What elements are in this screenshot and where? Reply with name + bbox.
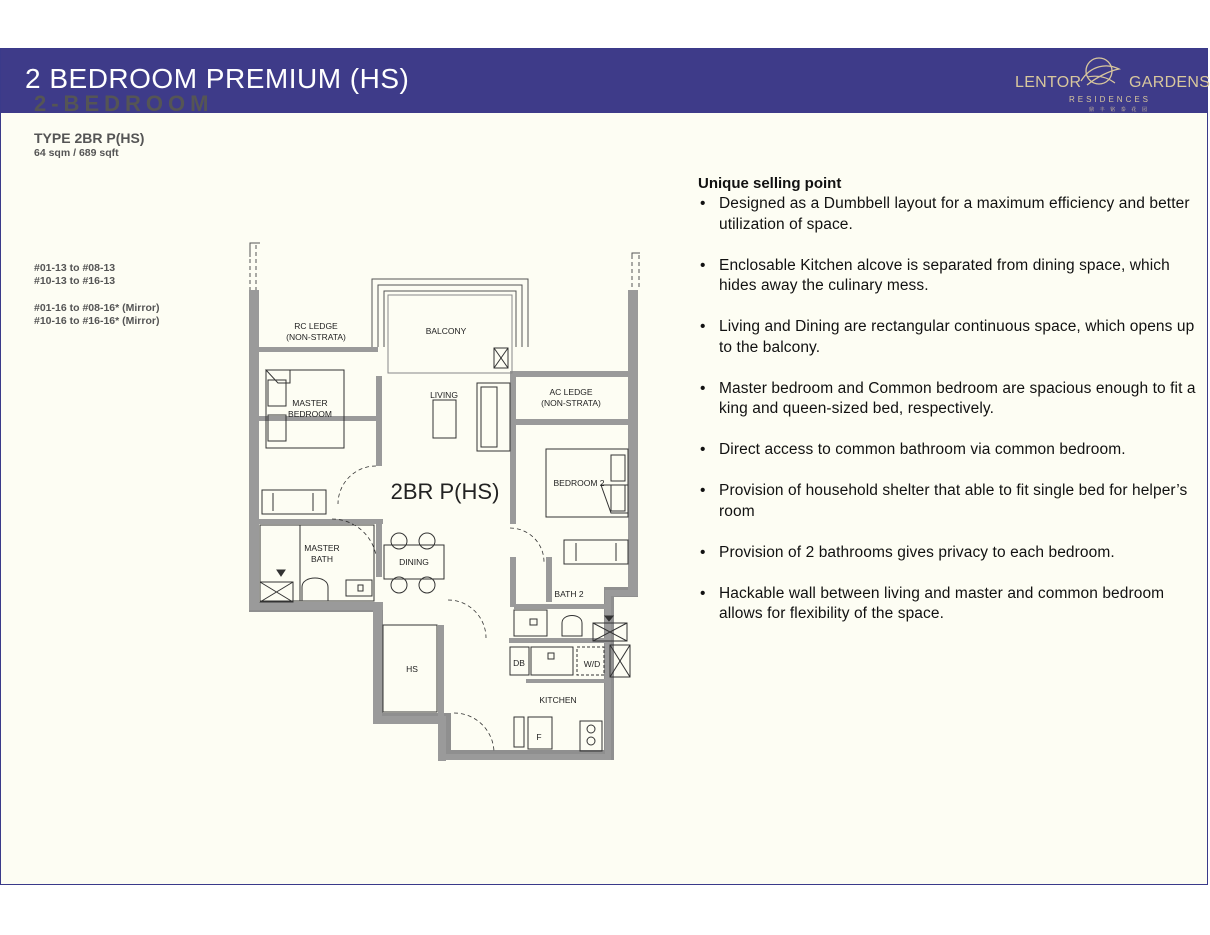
master-bedroom-label: MASTER [292, 398, 328, 408]
master-bedroom-sublabel: BEDROOM [288, 409, 332, 419]
leaf-logo-icon [1073, 55, 1125, 95]
logo-word-right: GARDENS [1129, 74, 1210, 91]
logo-word-left: LENTOR [1015, 74, 1082, 91]
dining-label: DINING [399, 557, 429, 567]
unit-category-heading: 2-BEDROOM [34, 91, 214, 116]
bath2-label: BATH 2 [554, 589, 584, 599]
bedroom2-label: BEDROOM 2 [553, 478, 605, 488]
ledge-outlines [250, 243, 640, 290]
page-title: 2 BEDROOM PREMIUM (HS) [25, 63, 410, 94]
selling-points-list [698, 194, 1198, 625]
unit-type: TYPE 2BR P(HS) [34, 130, 145, 146]
logo-subtitle: RESIDENCES [1069, 95, 1152, 104]
selling-points-panel [698, 175, 1198, 645]
developer-logo [1011, 55, 1210, 113]
hs-label: HS [406, 664, 418, 674]
selling-point-item: • Direct access to common bathroom via common bedroom. [698, 440, 1198, 461]
stack-item: #01-13 to #08-13 [34, 262, 116, 274]
selling-point-item: • Master bedroom and Common bedroom are spacious enough to fit a king and queen-sized bed, respectively. [698, 379, 1198, 420]
selling-point-item: • Living and Dining are rectangular continuous space, which opens up to the balcony. [698, 317, 1198, 358]
master-bath-sublabel: BATH [310, 554, 334, 564]
unit-info-panel [30, 83, 214, 327]
master-bath-label: MASTER [304, 543, 340, 553]
rc-ledge-label: RC LEDGE [294, 321, 338, 331]
logo-chinese-name: 鼎 丰 铭 泰 花 园 [1089, 107, 1149, 113]
selling-point-item: • Designed as a Dumbbell layout for a maximum efficiency and better utilization of space. [698, 194, 1198, 235]
living-label: LIVING [430, 390, 458, 400]
selling-point-item: • Provision of household shelter that able to fit single bed for helper’s room [698, 481, 1198, 522]
wd-label: W/D [583, 659, 601, 669]
unit-type-label: 2BR P(HS) [390, 479, 500, 504]
selling-point-item: • Hackable wall between living and master and common bedroom allows for flexibility of the space. [698, 584, 1198, 625]
rc-ledge-sublabel: (NON-STRATA) [286, 332, 346, 342]
mirror-stack-list [34, 302, 159, 328]
kitchen-label: KITCHEN [539, 695, 577, 705]
unit-area: 64 sqm / 689 sqft [34, 147, 119, 159]
selling-point-item: • Enclosable Kitchen alcove is separated from dining space, which hides away the culinary mess. [698, 256, 1198, 297]
ac-ledge-sublabel: (NON-STRATA) [541, 398, 601, 408]
floor-plan [246, 195, 642, 742]
mirror-stack-item: #10-16 to #16-16* (Mirror) [34, 315, 160, 327]
mirror-stack-item: #01-16 to #08-16* (Mirror) [34, 302, 160, 314]
ac-ledge-label: AC LEDGE [549, 387, 593, 397]
balcony-label: BALCONY [425, 326, 467, 336]
selling-points-title: Unique selling point [698, 175, 842, 192]
db-label: DB [513, 658, 525, 668]
fridge-label: F [536, 732, 542, 742]
selling-point-item: • Provision of 2 bathrooms gives privacy to each bedroom. [698, 543, 1198, 564]
room-labels [286, 321, 605, 742]
stack-list [34, 262, 115, 288]
stack-item: #10-13 to #16-13 [34, 275, 116, 287]
